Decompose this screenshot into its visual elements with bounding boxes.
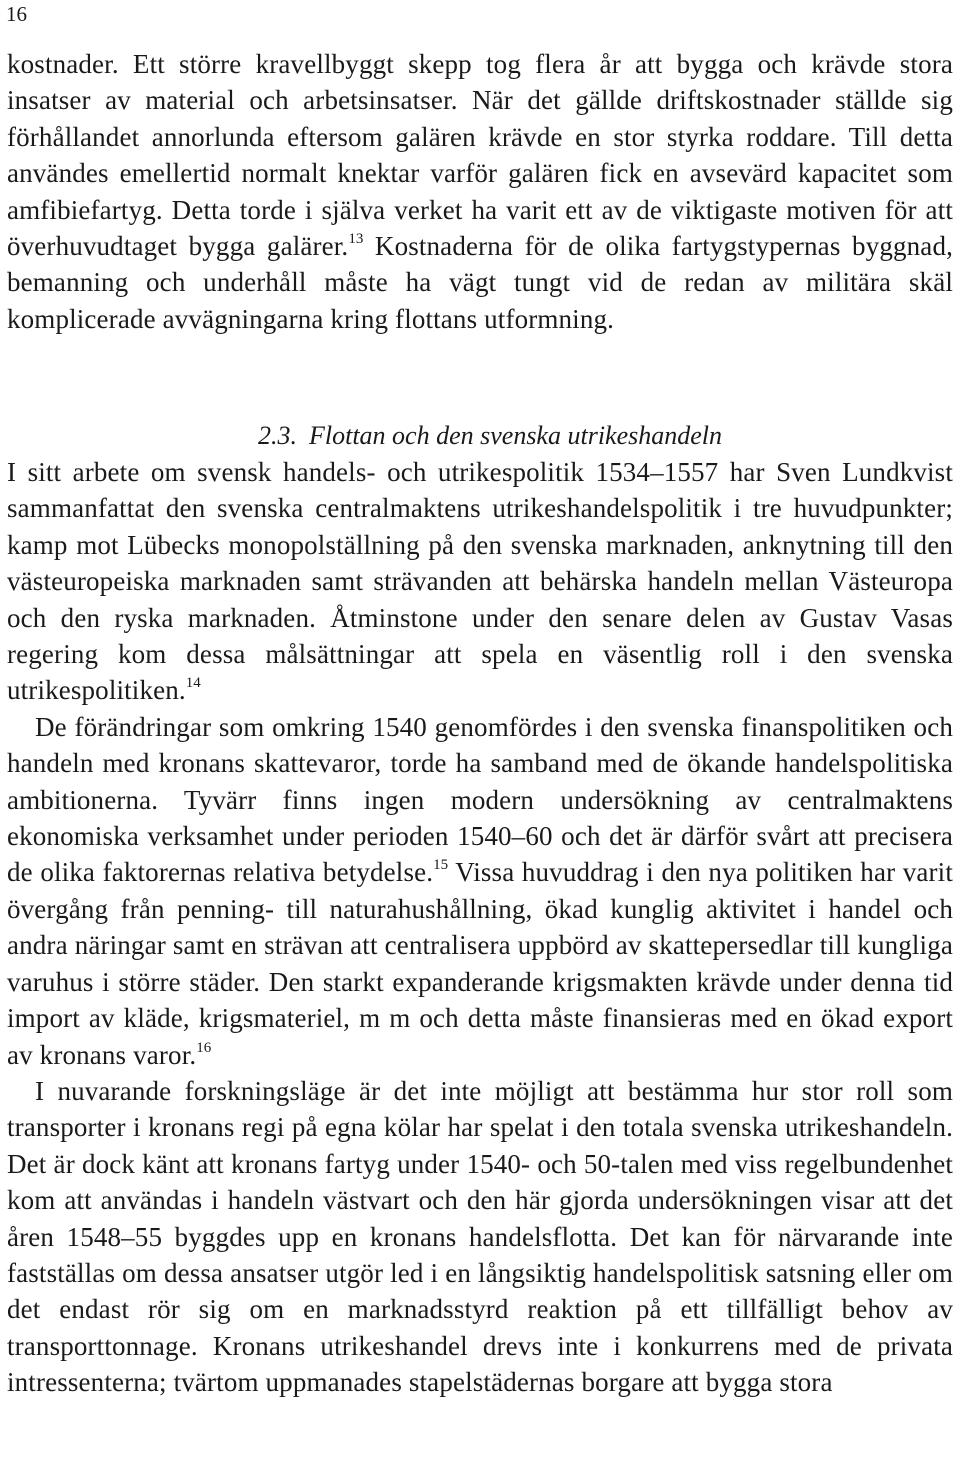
footnote-marker: 14: [185, 675, 201, 692]
section-heading: [0, 420, 960, 452]
footnote-marker: 15: [433, 857, 449, 874]
paragraph-text: I nuvarande forskningsläge är det inte möjligt att bestämma hur stor roll som transporter i kronans regi på egna kölar har spelat i den totala svenska utrikeshandeln. Det är dock känt att kronans fartyg under 1540- och 50-talen med viss regelbundenhet kom att användas i handeln västvart och den här gjorda undersökningen visar att det åren 1548–55 byggdes upp en kronans handelsflotta. Det kan för närvarande inte fastställas om dessa ansatser utgör led i en långsiktig handelspolitisk satsning eller om det endast rör sig om en marknadsstyrd reaktion på ett tillfälligt behov av transporttonnage. Kronans utrikeshandel drevs inte i konkurrens med de privata intressenterna; tvärtom uppmanades stapelstädernas borgare att bygga stora: [7, 1075, 953, 1398]
paragraph-text: Kostnaderna för de olika fartygstypernas byggnad, bemanning och underhåll måste ha vägt tungt vid de redan av militära skäl komplicerade avvägningarna kring flottans utformning.: [7, 231, 953, 334]
paragraph-text: kostnader. Ett större kravellbyggt skepp tog flera år att bygga och krävde stora insatser av material och arbetsinsatser. När det gällde driftskostnader ställde sig förhållandet annorlunda eftersom galären krävde en stor styrka roddare. Till detta användes emellertid normalt knektar varför galären fick en avsevärd kapacitet som amfibiefartyg. Detta torde i själva verket ha varit ett av de viktigaste motiven för att överhuvudtaget bygga galärer.: [7, 49, 953, 262]
footnote-marker: 13: [348, 231, 364, 248]
text-block-main: [7, 454, 953, 1401]
paragraph-text: Vissa huvuddrag i den nya politiken har varit övergång från penning- till naturahushållning, ökad kunglig aktivitet i handel och andra näringar samt en strävan att centralisera uppbörd av skattepersedlar till kungliga varuhus i större städer. Den starkt expanderande krigsmakten krävde under denna tid import av kläde, krigsmateriel, m m och detta måste finansieras med en ökad export av kronans varor.: [7, 857, 953, 1070]
footnote-marker: 16: [196, 1039, 212, 1056]
paragraph: [7, 1073, 953, 1401]
section-title: Flottan och den svenska utrikeshandeln: [308, 421, 723, 450]
paragraph: [7, 46, 953, 337]
paragraph-text: I sitt arbete om svensk handels- och utrikespolitik 1534–1557 har Sven Lundkvist sammanfattat den svenska centralmaktens utrikeshandelspolitik i tre huvudpunkter; kamp mot Lübecks monopolställning på den svenska marknaden, anknytning till den västeuropeiska marknaden samt strävanden att behärska handeln mellan Västeuropa och den ryska marknaden. Åtminstone under den senare delen av Gustav Vasas regering kom dessa målsättningar att spela en väsentlig roll i den svenska utrikespolitiken.: [7, 457, 953, 706]
paragraph-text: De förändringar som omkring 1540 genomfördes i den svenska finanspolitiken och handeln med kronans skattevaror, torde ha samband med de ökande handelspolitiska ambitionerna. Tyvärr finns ingen modern undersökning av centralmaktens ekonomiska verksamhet under perioden 1540–60 och det är därför svårt att precisera de olika faktorernas relativa betydelse.: [7, 711, 953, 888]
paragraph: [7, 454, 953, 709]
paragraph: [7, 709, 953, 1073]
text-block-top: [7, 46, 953, 337]
page-number: 16: [6, 2, 27, 26]
section-number: 2.3.: [257, 421, 297, 450]
